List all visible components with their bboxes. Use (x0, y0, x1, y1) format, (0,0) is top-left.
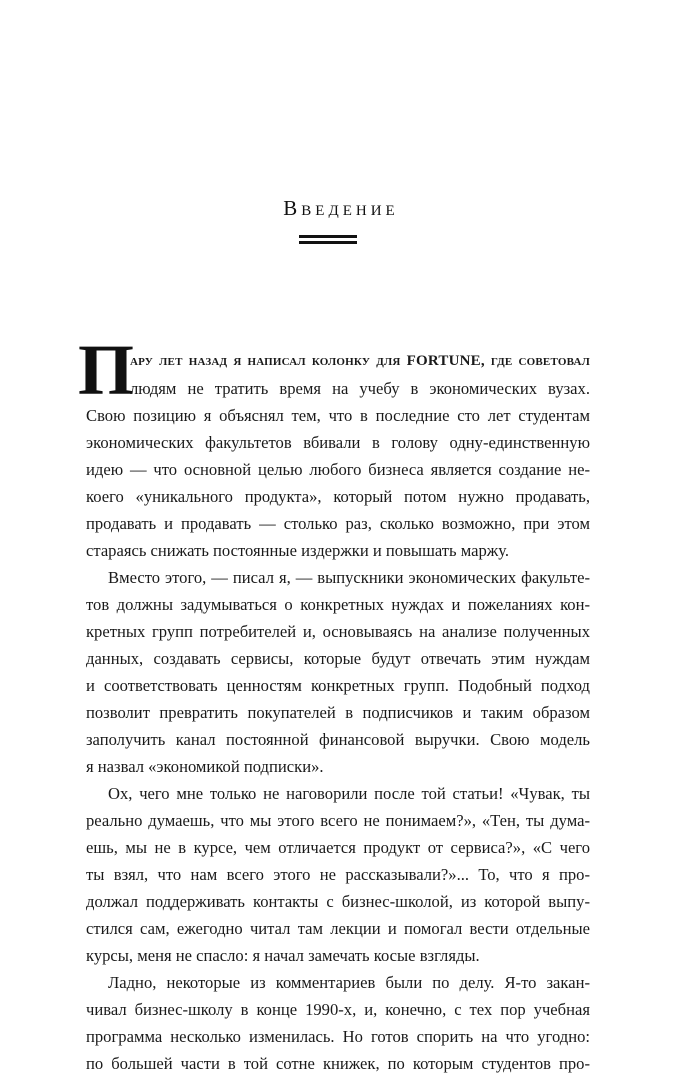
rule-bar-bottom (299, 241, 357, 244)
text-line: реально думаешь, что мы этого всего не понимаем?», «Тен, ты дума- (86, 811, 590, 830)
text-line: и соответствовать ценностям конкретных групп. Подобный подход (86, 676, 590, 695)
text-line: стараясь снижать постоянные издержки и повышать маржу. (86, 541, 510, 560)
text-line: программа несколько изменилась. Но готов спорить на что угодно: (86, 1027, 590, 1046)
text-line: я назвал «экономикой подписки». (86, 757, 324, 776)
text-line: курсы, меня не спасло: я начал замечать косые взгляды. (86, 946, 480, 965)
text-line: Вместо этого, — писал я, — выпускники экономических факульте- (108, 568, 590, 587)
rule-bar-top (299, 235, 357, 238)
text-line: тов должны задумываться о конкретных нуждах и пожеланиях кон- (86, 595, 590, 614)
title-decorative-rule (299, 235, 357, 247)
text-line: Ох, чего мне только не наговорили после той статьи! «Чувак, ты (108, 784, 590, 803)
text-line: экономических факультетов вбивали в голову одну-единственную (86, 433, 590, 452)
text-line: чивал бизнес-школу в конце 1990-х, и, конечно, с тех пор учебная (86, 1000, 590, 1019)
text-line: ару лет назад я написал колонку для FORTUNE, где советовал (130, 353, 590, 369)
text-line: данных, создавать сервисы, которые будут отвечать этим нуждам (86, 649, 590, 668)
text-line: идею — что основной целью любого бизнеса является создание не- (86, 460, 590, 479)
text-line: стился сам, ежегодно читал там лекции и помогал вести отдельные (86, 919, 590, 938)
text-line: по большей части в той сотне книжек, по которым студентов про- (86, 1054, 590, 1073)
text-line: должал поддерживать контакты с бизнес-школой, из которой выпу- (86, 892, 590, 911)
drop-cap: П (78, 330, 135, 410)
body-text (86, 348, 590, 1077)
text-line: ешь, мы не в курсе, чем отличается продукт от сервиса?», «С чего (86, 838, 590, 857)
text-line: Ладно, некоторые из комментариев были по делу. Я-то закан- (108, 973, 590, 992)
text-line: людям не тратить время на учебу в экономических вузах. (130, 379, 590, 398)
text-line: позволит превратить покупателей в подписчиков и таким образом (86, 703, 590, 722)
text-line: кретных групп потребителей и, основываясь на анализе полученных (86, 622, 590, 641)
text-line: Свою позицию я объяснял тем, что в последние сто лет студентам (86, 406, 590, 425)
text-line: коего «уникального продукта», который потом нужно продавать, (86, 487, 590, 506)
chapter-title: Введение (283, 196, 399, 220)
text-line: ты взял, что нам всего этого не рассказывали?»... То, что я про- (86, 865, 590, 884)
text-line: продавать и продавать — столько раз, сколько возможно, при этом (86, 514, 590, 533)
text-line: заполучить канал постоянной финансовой выручки. Свою модель (86, 730, 590, 749)
